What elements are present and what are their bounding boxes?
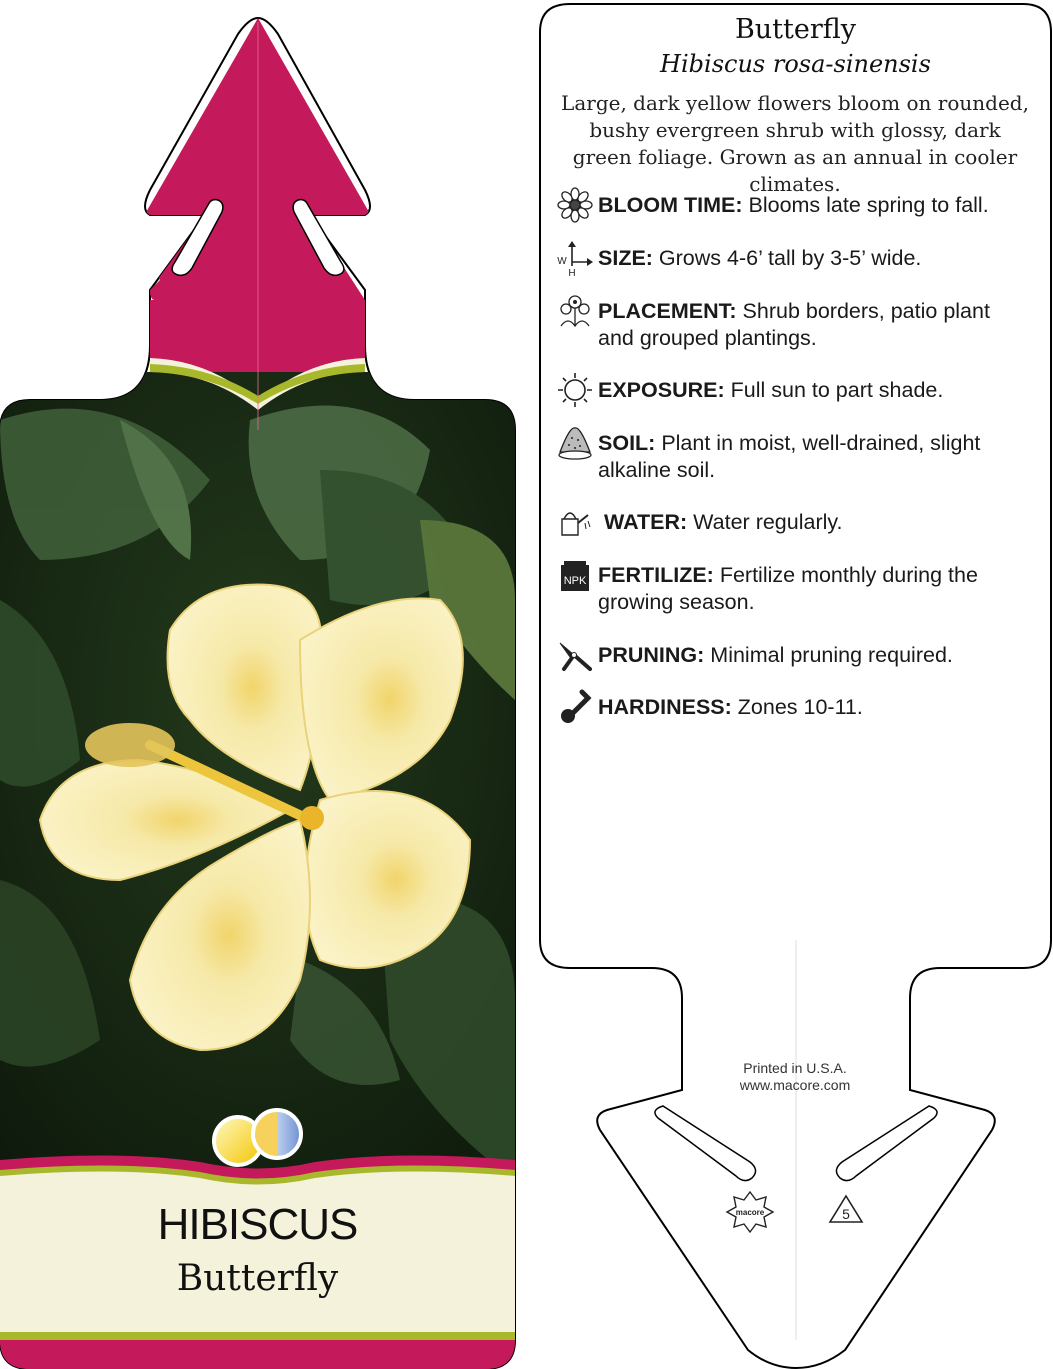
care-label: PLACEMENT: [598, 299, 737, 323]
care-label: WATER: [604, 510, 688, 534]
care-text: Plant in moist, well-drained, slight alkaline soil. [598, 431, 981, 482]
care-row-pruning [598, 642, 1028, 669]
macore-logo-text: macore [735, 1208, 765, 1217]
npk-text: NPK [563, 575, 587, 587]
care-text: Shrub borders, patio plant and grouped plantings. [598, 299, 990, 350]
soil-icon [556, 424, 594, 462]
care-row-soil [598, 430, 1028, 484]
light-rating-icons [214, 1110, 301, 1165]
care-label: PRUNING: [598, 643, 705, 667]
care-label: BLOOM TIME: [598, 193, 743, 217]
care-text: Zones 10-11. [731, 695, 863, 719]
flower-icon [556, 186, 594, 224]
care-text: Water regularly. [687, 510, 843, 534]
website: www.macore.com [739, 1077, 851, 1093]
size-icon-w: W [557, 256, 567, 267]
watering-can-icon [556, 503, 594, 541]
sun-icon [556, 371, 594, 409]
care-label: FERTILIZE: [598, 563, 714, 587]
care-row-water [604, 509, 1034, 536]
arrow-head [130, 18, 385, 380]
care-text: Full sun to part shade. [724, 378, 944, 402]
botanical-name: Hibiscus rosa-sinensis [660, 50, 931, 78]
care-text: Fertilize monthly during the growing season. [598, 563, 978, 614]
care-row-hardiness [598, 694, 1028, 721]
back-title: Butterfly [734, 14, 857, 45]
plants-icon [556, 292, 594, 330]
genus-title: HIBISCUS [157, 1200, 358, 1249]
care-text: Grows 4-6’ tall by 3-5’ wide. [652, 246, 922, 270]
care-row-bloom [598, 192, 1028, 219]
care-label: EXPOSURE: [598, 378, 725, 402]
size-icon-h: H [568, 268, 576, 278]
thermometer-icon [556, 688, 594, 726]
care-row-placement [598, 298, 1028, 352]
recycle-number: 5 [842, 1206, 850, 1222]
care-label: SOIL: [598, 431, 656, 455]
care-row-exposure [598, 377, 1028, 404]
care-label: SIZE: [598, 246, 653, 270]
printed-info [680, 1060, 910, 1094]
care-row-fertilize [598, 562, 1028, 616]
fertilizer-icon [556, 557, 594, 595]
cultivar-name: Butterfly [176, 1258, 339, 1299]
care-row-size [598, 245, 1028, 272]
care-text: Blooms late spring to fall. [742, 193, 989, 217]
printed-in: Printed in U.S.A. [743, 1060, 847, 1076]
label-band-cream [0, 1171, 515, 1332]
plant-description: Large, dark yellow flowers bloom on rounded, bushy evergreen shrub with glossy, dark green foliage. Grown as an annual in cooler climates. [561, 91, 1029, 196]
pruners-icon [556, 637, 594, 675]
care-text: Minimal pruning required. [704, 643, 953, 667]
part-shade-icon [253, 1110, 301, 1158]
care-label: HARDINESS: [598, 695, 732, 719]
size-arrows-icon [556, 240, 594, 278]
